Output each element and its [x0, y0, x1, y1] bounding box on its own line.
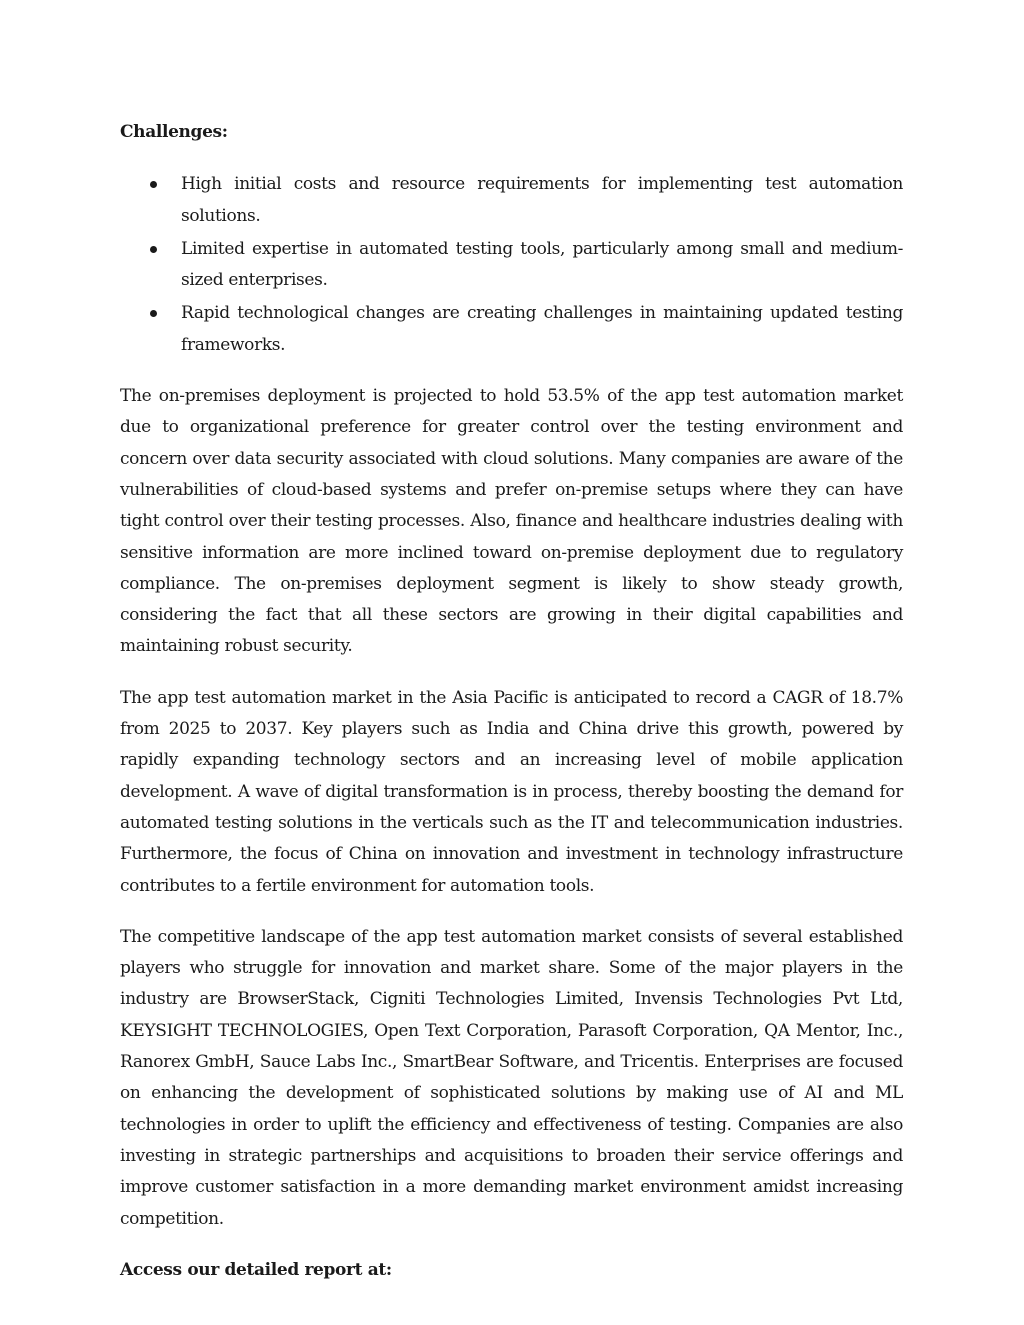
list-item-text: High initial costs and resource requirements for implementing test automation solutions. [181, 174, 903, 226]
bullet-icon [150, 246, 157, 253]
bullet-icon [150, 310, 157, 317]
list-item [120, 169, 903, 232]
bullet-icon [150, 181, 157, 188]
list-item-text: Limited expertise in automated testing tools, particularly among small and medium-sized enterprises. [181, 238, 903, 291]
list-item [120, 298, 903, 361]
list-item-text: Rapid technological changes are creating challenges in maintaining updated testing frameworks. [181, 303, 903, 355]
document-page [120, 117, 903, 1286]
challenges-list [120, 169, 903, 361]
paragraph-competitive-landscape: The competitive landscape of the app test automation market consists of several established players who struggle for innovation and market share. Some of the major players in the industry are BrowserStack, Cigniti Technologies Limited, Invensis Technologies Pvt Ltd, KEYSIGHT TECHNOLOGIES, Open Text Corporation, Parasoft Corporation, QA Mentor, Inc., Ranorex GmbH, Sauce Labs Inc., SmartBear Software, and Tricentis. Enterprises are focused on enhancing the development of sophisticated solutions by making use of AI and ML technologies in order to uplift the efficiency and effectiveness of testing. Companies are also investing in strategic partnerships and acquisitions to broaden their service offerings and improve customer satisfaction in a more demanding market environment amidst increasing competition. [120, 926, 903, 1229]
paragraph-on-premises: The on-premises deployment is projected to hold 53.5% of the app test automation market due to organizational preference for greater control over the testing environment and concern over data security associated with cloud solutions. Many companies are aware of the vulnerabilities of cloud-based systems and prefer on-premise setups where they can have tight control over their testing processes. Also, finance and healthcare industries dealing with sensitive information are more inclined toward on-premise deployment due to regulatory compliance. The on-premises deployment segment is likely to show steady growth, considering the fact that all these sectors are growing in their digital capabilities and maintaining robust security. [120, 386, 903, 657]
report-access-heading: Access our detailed report at: [120, 1259, 392, 1280]
list-item [120, 234, 903, 297]
challenges-heading: Challenges: [120, 122, 228, 142]
paragraph-asia-pacific: The app test automation market in the Asia Pacific is anticipated to record a CAGR of 18.7% from 2025 to 2037. Key players such as India and China drive this growth, powered by rapidly expanding technology sectors and an increasing level of mobile application development. A wave of digital transformation is in process, thereby boosting the demand for automated testing solutions in the verticals such as the IT and telecommunication industries. Furthermore, the focus of China on innovation and investment in technology infrastructure contributes to a fertile environment for automation tools. [120, 687, 903, 896]
